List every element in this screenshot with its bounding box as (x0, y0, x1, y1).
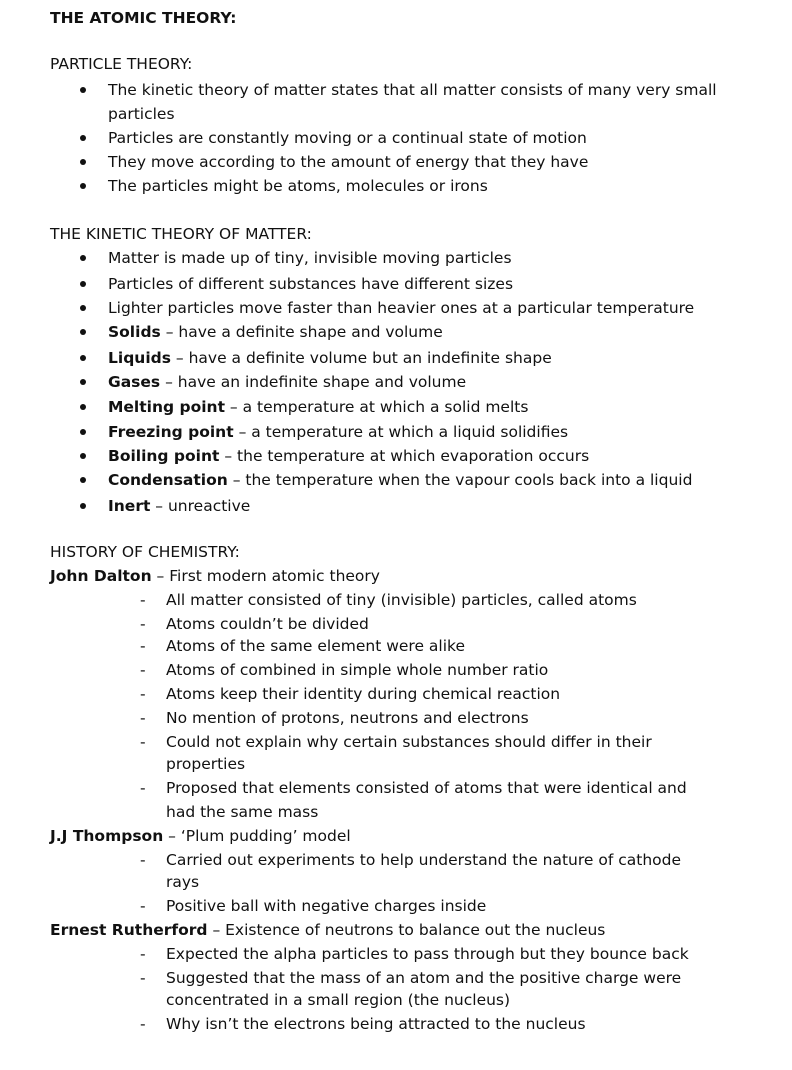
term-definition: – a temperature at which a liquid solidifies (233, 423, 569, 441)
list-item-continuation: properties (166, 755, 246, 773)
term-label: Freezing point (108, 423, 234, 441)
list-item-continuation: rays (166, 873, 200, 891)
bullet-icon (80, 503, 86, 509)
list-item: Particles are constantly moving or a continual state of motion (108, 129, 587, 147)
list-item (108, 371, 466, 393)
bullet-icon (80, 281, 86, 287)
list-item: Proposed that elements consisted of atoms that were identical and (166, 779, 687, 797)
bullet-icon (80, 305, 86, 311)
scientist-entry-thompson (50, 825, 351, 847)
list-item: Why isn’t the electrons being attracted to the nucleus (166, 1015, 586, 1033)
term-definition: – have a definite volume but an indefinite shape (170, 349, 552, 367)
list-item: The kinetic theory of matter states that all matter consists of many very small (108, 81, 717, 99)
term-label: Liquids (108, 349, 171, 367)
section-heading-history: HISTORY OF CHEMISTRY: (50, 543, 240, 561)
scientist-entry-dalton (50, 565, 380, 587)
document-title: THE ATOMIC THEORY: (50, 9, 237, 27)
list-item: Atoms of combined in simple whole number ratio (166, 661, 549, 679)
dash-marker: - (140, 615, 146, 633)
list-item: They move according to the amount of energy that they have (108, 153, 589, 171)
bullet-icon (80, 255, 86, 261)
dash-marker: - (140, 969, 146, 987)
list-item (108, 469, 692, 491)
scientist-name: J.J Thompson (50, 827, 164, 845)
list-item-continuation: concentrated in a small region (the nucleus) (166, 991, 511, 1009)
list-item: Suggested that the mass of an atom and the positive charge were (166, 969, 682, 987)
list-item (108, 445, 589, 467)
list-item: Atoms of the same element were alike (166, 637, 465, 655)
dash-marker: - (140, 897, 146, 915)
list-item-continuation: particles (108, 105, 175, 123)
section-heading-kinetic-theory: THE KINETIC THEORY OF MATTER: (50, 225, 312, 243)
dash-marker: - (140, 851, 146, 869)
scientist-description: – First modern atomic theory (151, 567, 380, 585)
list-item: Matter is made up of tiny, invisible moving particles (108, 249, 512, 267)
bullet-icon (80, 379, 86, 385)
list-item (108, 421, 568, 443)
list-item: Could not explain why certain substances should differ in their (166, 733, 652, 751)
list-item: All matter consisted of tiny (invisible) particles, called atoms (166, 591, 637, 609)
list-item: The particles might be atoms, molecules or irons (108, 177, 488, 195)
list-item (108, 396, 528, 418)
dash-marker: - (140, 733, 146, 751)
bullet-icon (80, 135, 86, 141)
term-label: Gases (108, 373, 161, 391)
list-item: No mention of protons, neutrons and electrons (166, 709, 529, 727)
list-item: Positive ball with negative charges inside (166, 897, 487, 915)
term-definition: – the temperature when the vapour cools back into a liquid (227, 471, 693, 489)
term-definition: – have a definite shape and volume (160, 323, 443, 341)
scientist-description: – ‘Plum pudding’ model (163, 827, 351, 845)
bullet-icon (80, 355, 86, 361)
list-item: Particles of different substances have different sizes (108, 275, 514, 293)
term-definition: – a temperature at which a solid melts (225, 398, 529, 416)
scientist-name: John Dalton (50, 567, 152, 585)
bullet-icon (80, 159, 86, 165)
dash-marker: - (140, 1015, 146, 1033)
list-item: Lighter particles move faster than heavier ones at a particular temperature (108, 299, 695, 317)
bullet-icon (80, 453, 86, 459)
scientist-name: Ernest Rutherford (50, 921, 208, 939)
dash-marker: - (140, 709, 146, 727)
section-heading-particle-theory: PARTICLE THEORY: (50, 55, 193, 73)
list-item (108, 347, 552, 369)
scientist-description: – Existence of neutrons to balance out the nucleus (207, 921, 606, 939)
list-item (108, 495, 250, 517)
term-label: Boiling point (108, 447, 220, 465)
term-label: Inert (108, 497, 151, 515)
bullet-icon (80, 404, 86, 410)
dash-marker: - (140, 637, 146, 655)
bullet-icon (80, 329, 86, 335)
list-item-continuation: had the same mass (166, 803, 319, 821)
dash-marker: - (140, 945, 146, 963)
bullet-icon (80, 429, 86, 435)
dash-marker: - (140, 685, 146, 703)
bullet-icon (80, 477, 86, 483)
term-label: Solids (108, 323, 161, 341)
list-item: Atoms couldn’t be divided (166, 615, 369, 633)
dash-marker: - (140, 779, 146, 797)
term-definition: – have an indefinite shape and volume (160, 373, 467, 391)
bullet-icon (80, 183, 86, 189)
term-definition: – the temperature at which evaporation occurs (219, 447, 590, 465)
list-item (108, 321, 443, 343)
term-label: Condensation (108, 471, 228, 489)
list-item: Atoms keep their identity during chemical reaction (166, 685, 561, 703)
scientist-entry-rutherford (50, 919, 605, 941)
term-label: Melting point (108, 398, 225, 416)
term-definition: – unreactive (150, 497, 251, 515)
list-item: Expected the alpha particles to pass through but they bounce back (166, 945, 689, 963)
bullet-icon (80, 87, 86, 93)
dash-marker: - (140, 661, 146, 679)
dash-marker: - (140, 591, 146, 609)
list-item: Carried out experiments to help understand the nature of cathode (166, 851, 682, 869)
